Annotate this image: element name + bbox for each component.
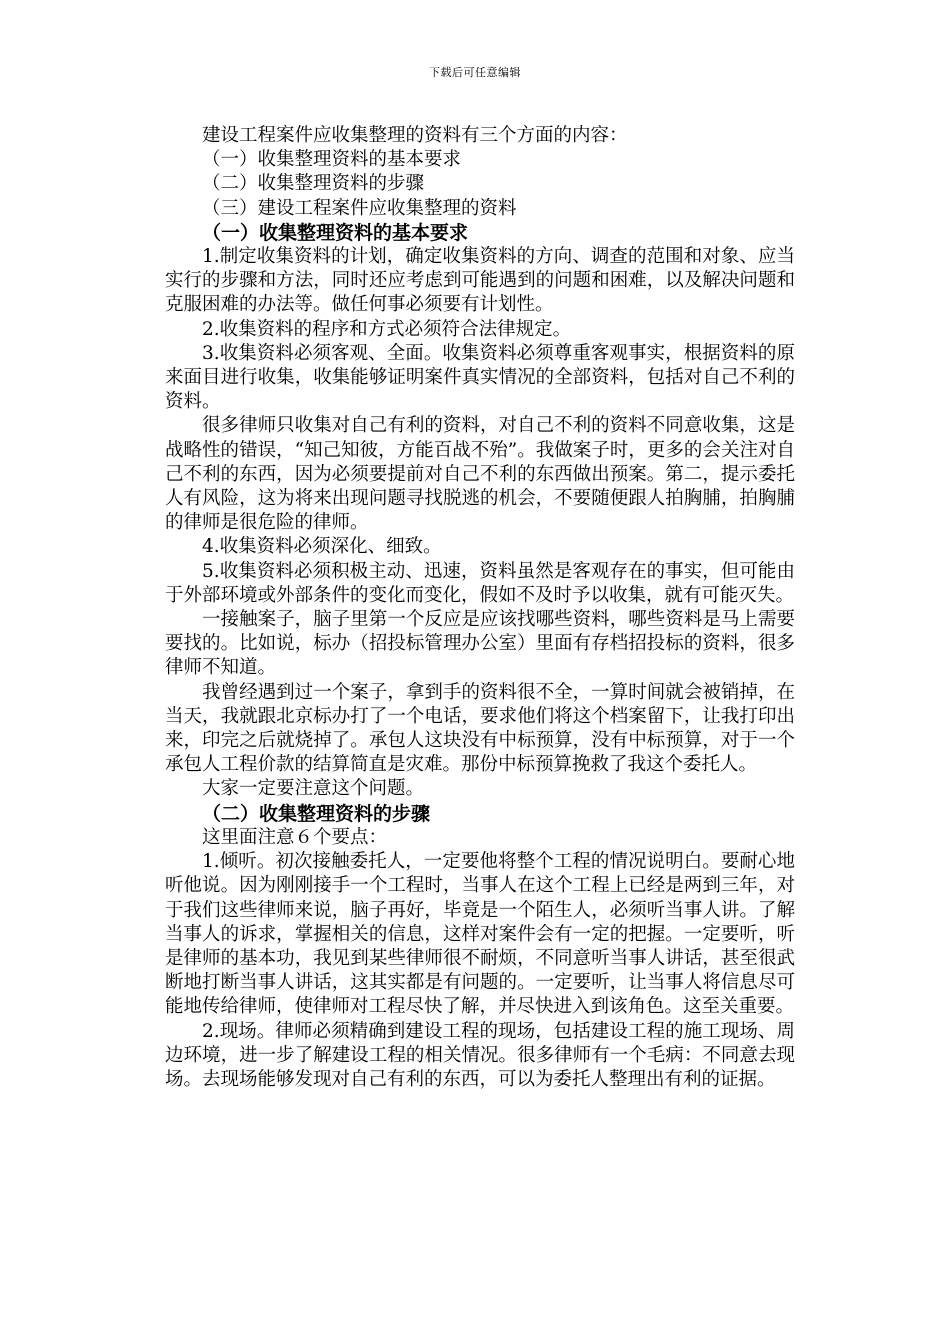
body-paragraph: 很多律师只收集对自己有利的资料，对自己不利的资料不同意收集，这是战略性的错误，“知己知彼，方能百战不殆”。我做案子时，更多的会关注对自己不利的东西，因为必须要提前对自己不利的东西做出预案。第二，提示委托人有风险，这为将来出现问题寻找脱逃的机会，不要随便跟人拍胸脯，拍胸脯的律师是很危险的律师。 [165, 415, 795, 534]
outline-item-1: （一）收集整理资料的基本要求 [202, 149, 462, 171]
body-paragraph: 这里面注意６个要点： [202, 826, 388, 848]
body-paragraph: 2.现场。律师必须精确到建设工程的现场，包括建设工程的施工现场、周边环境，进一步了解建设工程的相关情况。很多律师有一个毛病：不同意去现场。去现场能够发现对自己有利的东西，可以为委托人整理出有利的证据。 [165, 1020, 795, 1090]
body-paragraph: 3.收集资料必须客观、全面。收集资料必须尊重客观事实，根据资料的原来面目进行收集，收集能够证明案件真实情况的全部资料，包括对自己不利的资料。 [165, 342, 795, 413]
body-paragraph: 5.收集资料必须积极主动、迅速，资料虽然是客观存在的事实，但可能由于外部环境或外部条件的变化而变化，假如不及时予以收集，就有可能灭失。 [165, 560, 795, 606]
body-paragraph: 我曾经遇到过一个案子，拿到手的资料很不全，一算时间就会被销掉，在当天，我就跟北京标办打了一个电话，要求他们将这个档案留下，让我打印出来，印完之后就烧掉了。承包人这块没有中标预算，没有中标预算，对于一个承包人工程价款的结算简直是灾难。那份中标预算挽救了我这个委托人。 [165, 681, 795, 776]
body-paragraph: 4.收集资料必须深化、细致。 [202, 536, 442, 558]
page-header: 下载后可任意编辑 [429, 66, 521, 79]
section-heading-1: （一）收集整理资料的基本要求 [202, 221, 469, 244]
body-paragraph: 2.收集资料的程序和方式必须符合法律规定。 [202, 318, 572, 340]
intro-paragraph: 建设工程案件应收集整理的资料有三个方面的内容： [202, 125, 628, 146]
body-paragraph: 1.倾听。初次接触委托人，一定要他将整个工程的情况说明白。要耐心地听他说。因为刚刚接手一个工程时，当事人在这个工程上已经是两到三年，对于我们这些律师来说，脑子再好，毕竟是一个陌生人，必须听当事人讲。了解当事人的诉求，掌握相关的信息，这样对案件会有一定的把握。一定要听，听是律师的基本功，我见到某些律师很不耐烦，不同意听当事人讲话，甚至很武断地打断当事人讲话，这其实都是有问题的。一定要听，让当事人将信息尽可能地传给律师，使律师对工程尽快了解，并尽快进入到该角色。这至关重要。 [165, 851, 795, 1018]
body-paragraph: 1.制定收集资料的计划，确定收集资料的方向、调查的范围和对象、应当实行的步骤和方法，同时还应考虑到可能遇到的问题和困难，以及解决问题和克服困难的办法等。做任何事必须要有计划性。 [165, 246, 795, 316]
outline-item-2: （二）收集整理资料的步骤 [202, 173, 425, 195]
document-body [165, 124, 795, 1092]
section-heading-2: （二）收集整理资料的步骤 [202, 802, 431, 825]
body-paragraph: 大家一定要注意这个问题。 [202, 778, 425, 800]
outline-item-3: （三）建设工程案件应收集整理的资料 [202, 197, 517, 219]
body-paragraph: 一接触案子，脑子里第一个反应是应该找哪些资料，哪些资料是马上需要要找的。比如说，标办（招投标管理办公室）里面有存档招投标的资料，很多律师不知道。 [165, 609, 795, 679]
